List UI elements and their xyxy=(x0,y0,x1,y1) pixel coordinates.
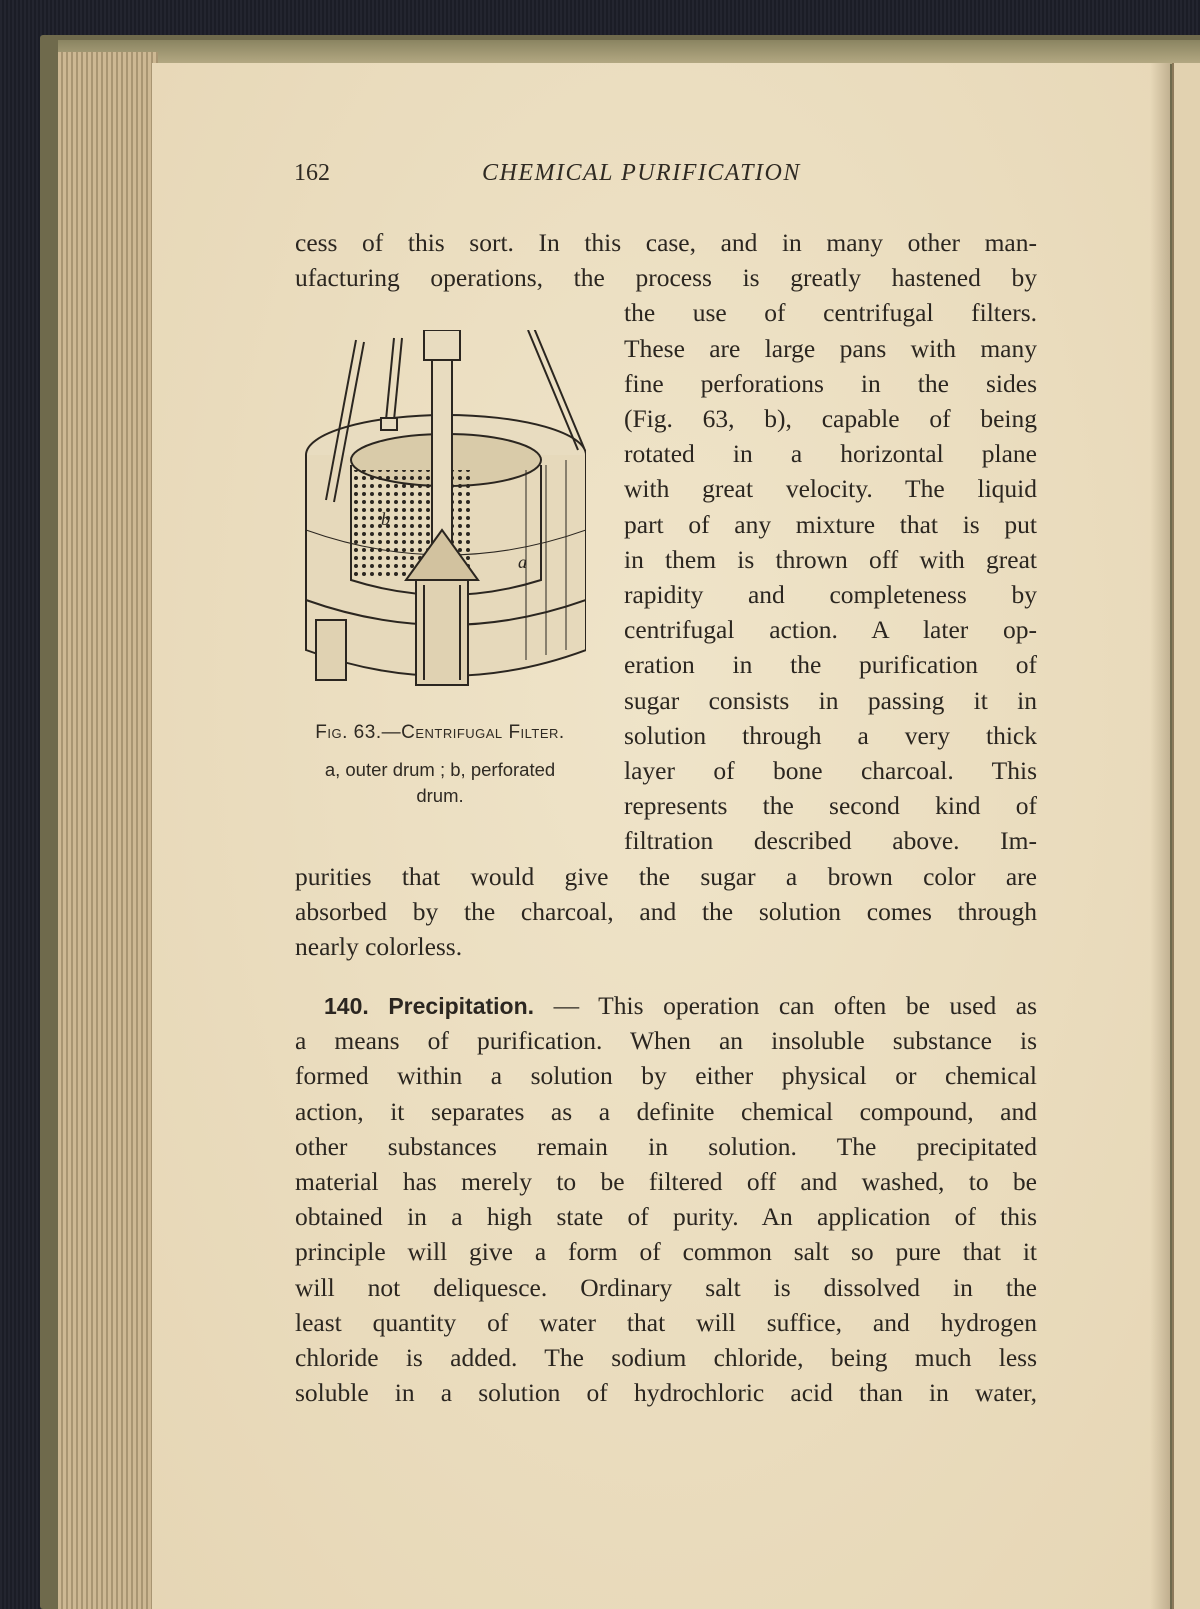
figure-caption-title: Fig. 63.—Centrifugal Filter. xyxy=(315,722,565,743)
text-line: action, it separates as a definite chemical compound, and xyxy=(295,1096,1037,1126)
page-edges xyxy=(58,52,158,1609)
text-line: cess of this sort. In this case, and in many other man- xyxy=(295,228,1037,257)
running-title: CHEMICAL PURIFICATION xyxy=(482,160,801,186)
text-line: ufacturing operations, the process is greatly hastened by xyxy=(295,263,1037,293)
section-lead: — This operation can often be used as xyxy=(534,991,1037,1020)
text-line: part of any mixture that is put xyxy=(624,509,1037,539)
text-line: filtration described above. Im- xyxy=(624,826,1037,856)
book-top-edge xyxy=(58,40,1200,64)
page-number: 162 xyxy=(294,160,330,186)
text-line: represents the second kind of xyxy=(624,791,1037,821)
text-line: least quantity of water that will suffice, and hydrogen xyxy=(295,1307,1037,1337)
text-line: obtained in a high state of purity. An application of this xyxy=(295,1202,1037,1232)
figure-caption-line2: drum. xyxy=(416,785,464,806)
text-line: centrifugal action. A later op- xyxy=(624,615,1037,645)
page-gutter xyxy=(1150,63,1170,1609)
section-title: Precipitation. xyxy=(388,993,535,1019)
figure-label-b: b xyxy=(381,509,390,529)
text-line: fine perforations in the sides xyxy=(624,368,1037,398)
text-line: (Fig. 63, b), capable of being xyxy=(624,404,1037,433)
text-line: will not deliquesce. Ordinary salt is dissolved in the xyxy=(295,1272,1037,1302)
text-line: absorbed by the charcoal, and the solution comes through xyxy=(295,896,1037,926)
text-line: principle will give a form of common salt so pure that it xyxy=(295,1237,1037,1267)
text-line: eration in the purification of xyxy=(624,650,1037,680)
facing-page-edge xyxy=(1172,63,1200,1609)
text-line: the use of centrifugal filters. xyxy=(624,298,1037,328)
text-line: sugar consists in passing it in xyxy=(624,685,1037,715)
figure-caption-line1: a, outer drum ; b, perforated xyxy=(324,759,556,780)
text-line: These are large pans with many xyxy=(624,333,1037,363)
text-line: solution through a very thick xyxy=(624,720,1037,750)
text-line: nearly colorless. xyxy=(295,932,463,961)
text-line: other substances remain in solution. The precipitated xyxy=(295,1131,1037,1161)
section-heading-line xyxy=(324,989,1037,1023)
text-line: rotated in a horizontal plane xyxy=(624,439,1037,469)
text-line: with great velocity. The liquid xyxy=(624,474,1037,504)
text-line: a means of purification. When an insoluble substance is xyxy=(295,1026,1037,1056)
figure-label-a: a xyxy=(518,552,527,572)
text-line: purities that would give the sugar a brown color are xyxy=(295,861,1037,891)
text-line: material has merely to be filtered off and washed, to be xyxy=(295,1167,1037,1196)
centrifugal-filter-illustration xyxy=(296,330,586,712)
text-line: rapidity and completeness by xyxy=(624,580,1037,609)
section-number: 140. xyxy=(324,993,369,1019)
text-line: in them is thrown off with great xyxy=(624,544,1037,574)
text-line: formed within a solution by either physical or chemical xyxy=(295,1061,1037,1091)
text-line: layer of bone charcoal. This xyxy=(624,756,1037,785)
text-line: soluble in a solution of hydrochloric acid than in water, xyxy=(295,1378,1037,1408)
text-line: chloride is added. The sodium chloride, being much less xyxy=(295,1343,1037,1372)
